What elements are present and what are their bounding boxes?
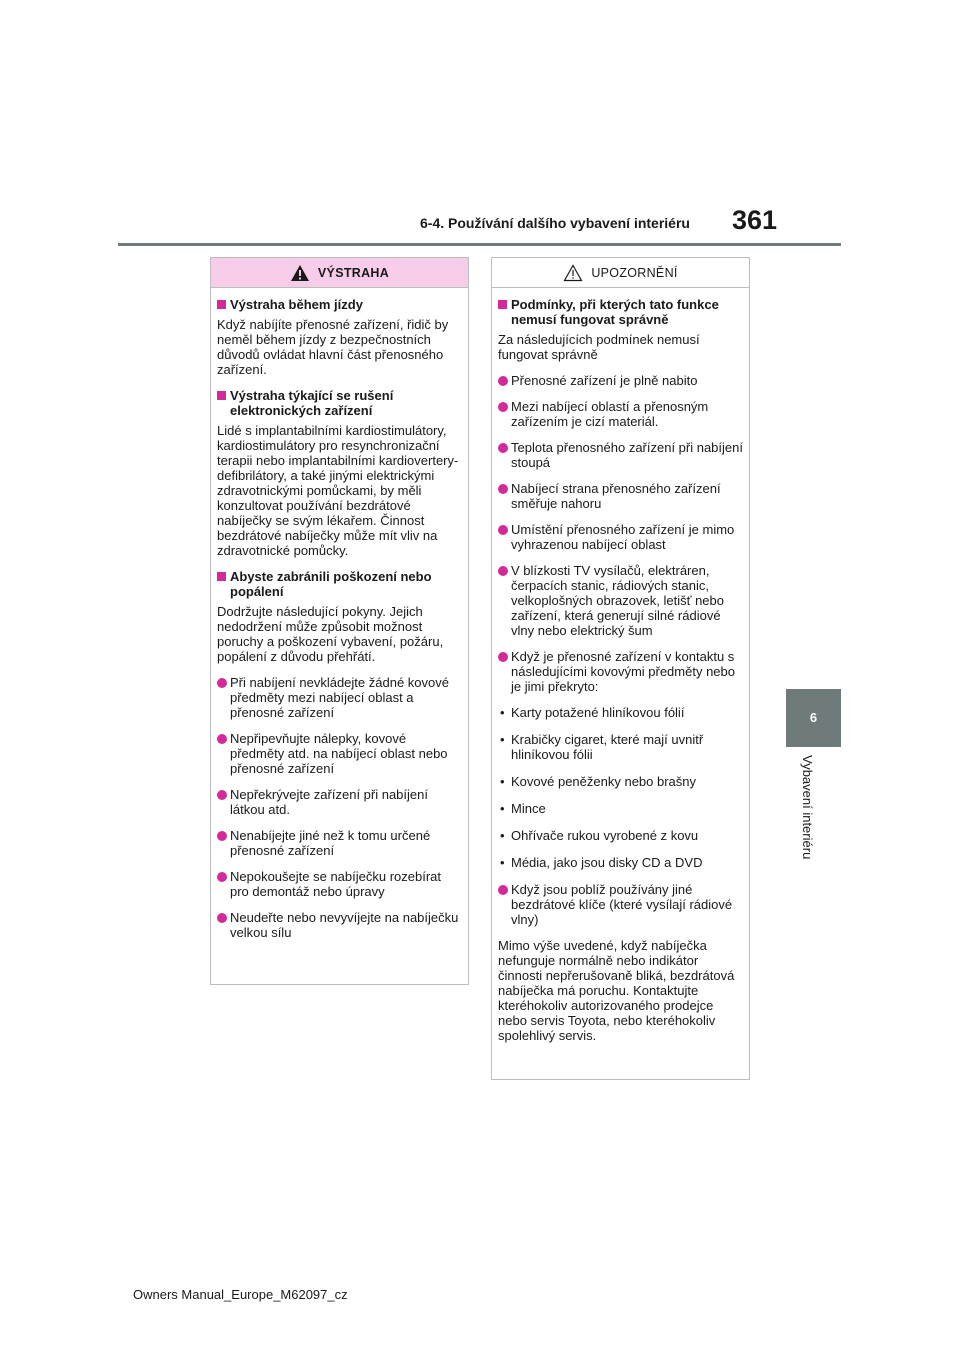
list-item-text: Nenabíjejte jiné než k tomu určené přenosné zařízení xyxy=(230,828,431,858)
list-item-text: Umístění přenosného zařízení je mimo vyhrazenou nabíjecí oblast xyxy=(511,522,735,552)
chapter-title-vertical xyxy=(775,755,815,895)
round-bullet-icon xyxy=(498,402,508,412)
list-item-text: Nepřipevňujte nálepky, kovové předměty atd. na nabíjecí oblast nebo přenosné zařízení xyxy=(230,731,448,776)
sub-list-item-text: Mince xyxy=(511,801,546,816)
notice-body xyxy=(492,288,749,1043)
notice-box xyxy=(491,257,750,1080)
round-bullet-icon xyxy=(498,484,508,494)
footer-text: Owners Manual_Europe_M62097_cz xyxy=(133,1287,348,1302)
sub-list-item xyxy=(498,774,744,789)
round-bullet-icon xyxy=(498,566,508,576)
round-bullet-icon xyxy=(498,885,508,895)
warning-paragraph: Dodržujte následující pokyny. Jejich nedodržení může způsobit možnost poruchy a poškození vybavení, požáru, popálení z důvodu přehřátí. xyxy=(217,604,444,664)
notice-header xyxy=(492,258,749,288)
section-title-text: Abyste zabránili poškození nebo popálení xyxy=(230,569,432,599)
round-bullet-icon xyxy=(217,872,227,882)
list-item-text: Nepokoušejte se nabíječku rozebírat pro demontáž nebo úpravy xyxy=(230,869,442,899)
list-item-text: Když je přenosné zařízení v kontaktu s následujícími kovovými předměty nebo je jimi překryto: xyxy=(511,649,735,694)
list-item xyxy=(217,910,463,940)
list-item-text: Nepřekrývejte zařízení při nabíjení látkou atd. xyxy=(230,787,428,817)
list-item xyxy=(498,522,744,552)
notice-closing-paragraph: Mimo výše uvedené, když nabíječka nefunguje normálně nebo indikátor činnosti nepřerušovaně bliká, bezdrátová nabíječka má poruchu. Kontaktujte kteréhokoliv autorizovaného prodejce nebo servis Toyota, nebo kteréhokoliv spolehlivý servis. xyxy=(498,938,735,1043)
list-item xyxy=(498,882,744,927)
round-bullet-icon xyxy=(217,831,227,841)
sub-list-item-text: Média, jako jsou disky CD a DVD xyxy=(511,855,703,870)
round-bullet-icon xyxy=(217,790,227,800)
small-dot-icon: • xyxy=(500,705,505,720)
section-header: 6-4. Používání dalšího vybavení interiéru xyxy=(420,215,690,231)
list-item xyxy=(217,675,463,720)
list-item xyxy=(498,481,744,511)
list-item-text: Mezi nabíjecí oblastí a přenosným zařízením je cizí materiál. xyxy=(511,399,709,429)
chapter-title: Vybavení interiéru xyxy=(800,755,815,860)
section-title-text: Podmínky, při kterých tato funkce nemusí fungovat správně xyxy=(511,297,719,327)
list-item xyxy=(498,563,744,638)
warning-paragraph: Lidé s implantabilními kardiostimulátory, kardiostimulátory pro resynchronizační terapii nebo implantabilními kardiovertery-defibrilátory, a také jinými elektrickými zdravotnickými pomůckami, by měli konzultovat používání bezdrátové nabíječky se svým lékařem. Činnost bezdrátové nabíječky může mít vliv na zdravotnické pomůcky. xyxy=(217,423,459,558)
warning-section-title xyxy=(217,297,463,312)
notice-title: UPOZORNĚNÍ xyxy=(591,265,678,280)
list-item-text: Nabíjecí strana přenosného zařízení směřuje nahoru xyxy=(511,481,721,511)
list-item-text: Při nabíjení nevkládejte žádné kovové předměty mezi nabíjecí oblast a přenosné zařízení xyxy=(230,675,449,720)
sub-list-item xyxy=(498,855,744,870)
notice-section-title xyxy=(498,297,744,327)
sub-list-item xyxy=(498,828,744,843)
warning-title: VÝSTRAHA xyxy=(317,265,390,280)
warning-header xyxy=(211,258,468,288)
round-bullet-icon xyxy=(498,652,508,662)
list-item xyxy=(217,828,463,858)
page-number: 361 xyxy=(732,205,778,235)
square-bullet-icon xyxy=(498,300,507,309)
list-item xyxy=(498,373,744,388)
small-dot-icon: • xyxy=(500,732,505,747)
list-item xyxy=(498,399,744,429)
small-dot-icon: • xyxy=(500,801,505,816)
sub-list-item xyxy=(498,732,744,762)
chapter-tab: 6 xyxy=(786,689,841,747)
round-bullet-icon xyxy=(498,443,508,453)
small-dot-icon: • xyxy=(500,774,505,789)
small-dot-icon: • xyxy=(500,828,505,843)
warning-body xyxy=(211,288,468,940)
warning-box xyxy=(210,257,469,985)
header-rule xyxy=(118,243,841,246)
round-bullet-icon xyxy=(217,913,227,923)
list-item xyxy=(498,440,744,470)
list-item-text: Teplota přenosného zařízení při nabíjení stoupá xyxy=(511,440,743,470)
square-bullet-icon xyxy=(217,572,226,581)
list-item-text: V blízkosti TV vysílačů, elektráren, čerpacích stanic, rádiových stanic, velkoplošných obrazovek, letišť nebo zařízení, která generují silné rádiové vlny nebo elektrický šum xyxy=(511,563,724,638)
list-item-text: Když jsou poblíž používány jiné bezdrátové klíče (které vysílají rádiové vlny) xyxy=(511,882,733,927)
sub-list-item-text: Ohřívače rukou vyrobené z kovu xyxy=(511,828,699,843)
sub-list-item-text: Krabičky cigaret, které mají uvnitř hliníkovou fólii xyxy=(511,732,704,762)
round-bullet-icon xyxy=(498,376,508,386)
sub-list-item-text: Karty potažené hliníkovou fólií xyxy=(511,705,685,720)
round-bullet-icon xyxy=(217,734,227,744)
list-item xyxy=(217,869,463,899)
caution-triangle-icon xyxy=(563,264,583,282)
round-bullet-icon xyxy=(498,525,508,535)
sub-list-item-text: Kovové peněženky nebo brašny xyxy=(511,774,697,789)
warning-triangle-icon xyxy=(290,264,310,282)
section-title-text: Výstraha týkající se rušení elektronických zařízení xyxy=(230,388,394,418)
warning-paragraph: Když nabíjíte přenosné zařízení, řidič by neměl během jízdy z bezpečnostních důvodů ovládat hlavní část přenosného zařízení. xyxy=(217,317,449,377)
list-item-text: Přenosné zařízení je plně nabito xyxy=(511,373,698,388)
square-bullet-icon xyxy=(217,300,226,309)
notice-paragraph: Za následujících podmínek nemusí fungovat správně xyxy=(498,332,700,362)
list-item xyxy=(217,731,463,776)
square-bullet-icon xyxy=(217,391,226,400)
sub-list-item xyxy=(498,801,744,816)
warning-section-title xyxy=(217,388,463,418)
sub-list-item xyxy=(498,705,744,720)
list-item xyxy=(498,649,744,694)
round-bullet-icon xyxy=(217,678,227,688)
list-item xyxy=(217,787,463,817)
list-item-text: Neudeřte nebo nevyvíjejte na nabíječku velkou sílu xyxy=(230,910,459,940)
section-title-text: Výstraha během jízdy xyxy=(230,297,363,312)
small-dot-icon: • xyxy=(500,855,505,870)
warning-section-title xyxy=(217,569,463,599)
